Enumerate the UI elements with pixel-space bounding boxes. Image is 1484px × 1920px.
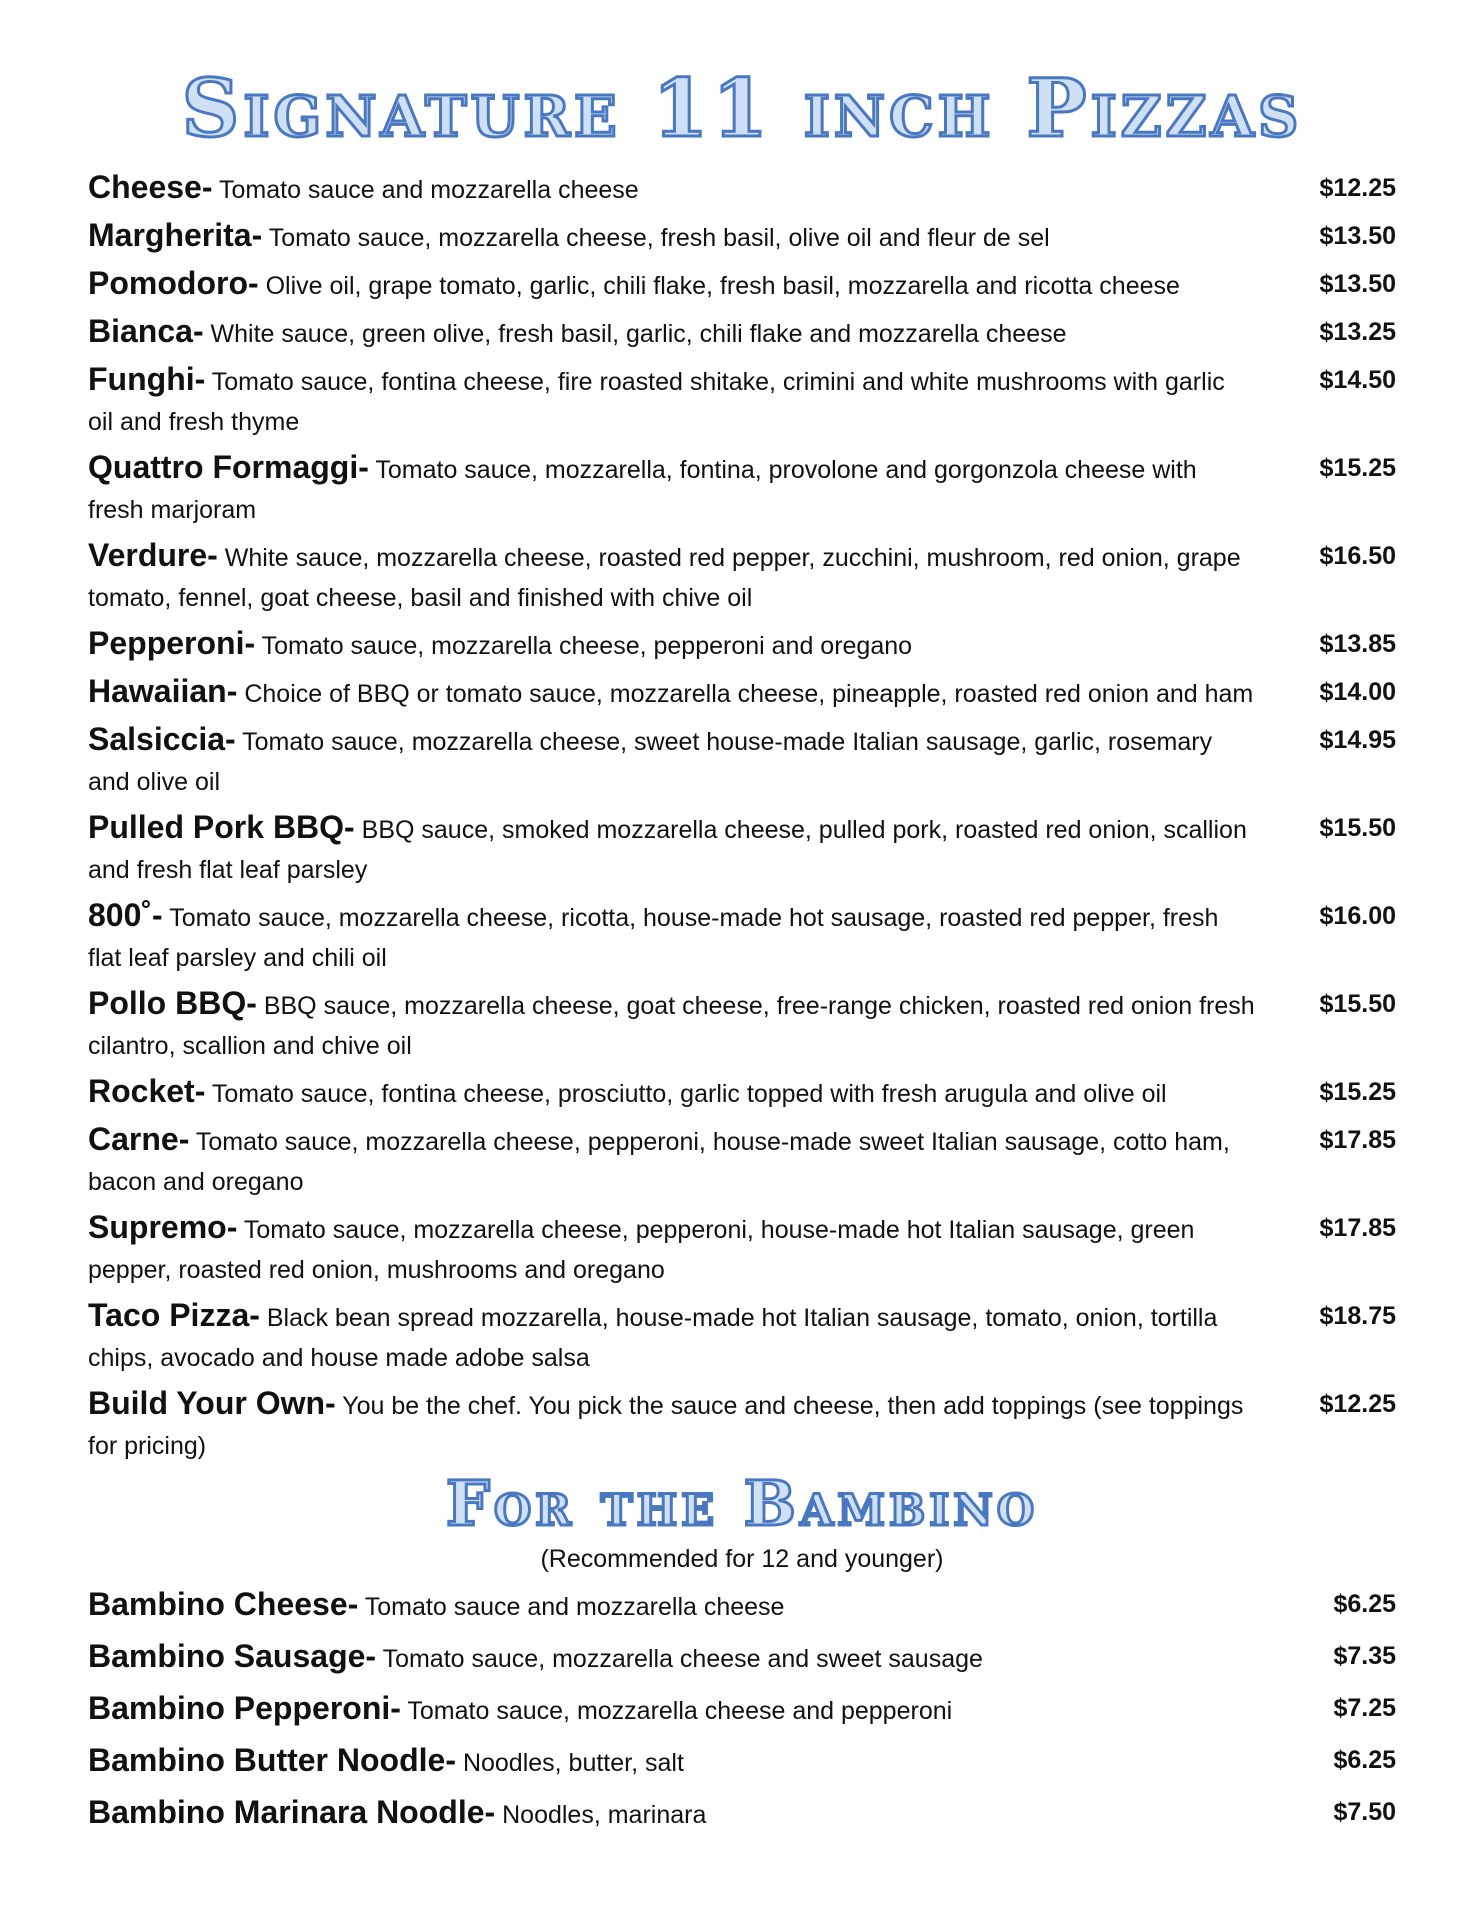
menu-item-bambino-sausage bbox=[88, 1635, 1396, 1680]
item-description: Tomato sauce, mozzarella cheese, sweet house-made Italian sausage, garlic, rosemary and olive oil bbox=[88, 728, 1213, 796]
item-name: Rocket- bbox=[88, 1073, 206, 1109]
menu-item-build-your-own bbox=[88, 1383, 1396, 1466]
item-name: Pulled Pork BBQ- bbox=[88, 809, 355, 845]
menu-item-margherita bbox=[88, 215, 1396, 258]
item-name: Supremo- bbox=[88, 1209, 238, 1245]
item-price: $15.50 bbox=[1319, 990, 1396, 1018]
item-description: Tomato sauce, mozzarella cheese, ricotta, house-made hot sausage, roasted red pepper, fresh flat leaf parsley and chili oil bbox=[88, 904, 1219, 972]
page-title: Signature 11 inch Pizzas bbox=[181, 61, 1303, 155]
menu-item-pulled-pork-bbq bbox=[88, 807, 1396, 890]
item-name: Bianca- bbox=[88, 313, 204, 349]
item-name: Bambino Marinara Noodle- bbox=[88, 1794, 496, 1830]
item-price: $17.85 bbox=[1319, 1214, 1396, 1242]
item-price: $15.25 bbox=[1319, 454, 1396, 482]
item-name: Cheese- bbox=[88, 169, 213, 205]
menu-item-bianca bbox=[88, 311, 1396, 354]
menu-item-supremo bbox=[88, 1207, 1396, 1290]
item-description: Tomato sauce, mozzarella cheese and sweet sausage bbox=[382, 1645, 983, 1673]
item-name: Bambino Sausage- bbox=[88, 1638, 377, 1674]
item-price: $15.25 bbox=[1319, 1078, 1396, 1106]
menu-item-funghi bbox=[88, 359, 1396, 442]
item-name: Bambino Pepperoni- bbox=[88, 1690, 401, 1726]
item-price: $13.50 bbox=[1319, 270, 1396, 298]
item-name: Pepperoni- bbox=[88, 625, 256, 661]
item-description: BBQ sauce, smoked mozzarella cheese, pulled pork, roasted red onion, scallion and fresh flat leaf parsley bbox=[88, 816, 1247, 884]
item-description: Tomato sauce and mozzarella cheese bbox=[219, 176, 639, 204]
item-name: Bambino Butter Noodle- bbox=[88, 1742, 456, 1778]
menu-item-800 bbox=[88, 895, 1396, 978]
item-description: Tomato sauce and mozzarella cheese bbox=[364, 1593, 785, 1621]
item-description: Tomato sauce, fontina cheese, prosciutto, garlic topped with fresh arugula and olive oil bbox=[211, 1080, 1167, 1108]
item-description: White sauce, green olive, fresh basil, garlic, chili flake and mozzarella cheese bbox=[210, 320, 1067, 348]
item-price: $7.35 bbox=[1333, 1642, 1396, 1670]
item-name: Pomodoro- bbox=[88, 265, 259, 301]
item-price: $14.00 bbox=[1319, 678, 1396, 706]
item-description: Tomato sauce, mozzarella cheese, fresh basil, olive oil and fleur de sel bbox=[268, 224, 1050, 252]
item-description: Tomato sauce, mozzarella cheese, pepperoni, house-made hot Italian sausage, green pepper, roasted red onion, mushrooms and oregano bbox=[88, 1216, 1195, 1284]
item-name: Build Your Own- bbox=[88, 1385, 336, 1421]
item-description: Olive oil, grape tomato, garlic, chili flake, fresh basil, mozzarella and ricotta cheese bbox=[265, 272, 1180, 300]
item-price: $7.50 bbox=[1333, 1798, 1396, 1826]
menu-item-verdure bbox=[88, 535, 1396, 618]
item-price: $17.85 bbox=[1319, 1126, 1396, 1154]
item-description: Tomato sauce, mozzarella, fontina, provolone and gorgonzola cheese with fresh marjoram bbox=[88, 456, 1197, 524]
menu-item-taco-pizza bbox=[88, 1295, 1396, 1378]
menu-item-pollo-bbq bbox=[88, 983, 1396, 1066]
item-name: Verdure- bbox=[88, 537, 218, 573]
menu-item-hawaiian bbox=[88, 671, 1396, 714]
item-name: Pollo BBQ- bbox=[88, 985, 257, 1021]
menu-item-bambino-pepperoni bbox=[88, 1687, 1396, 1732]
item-description: Tomato sauce, mozzarella cheese and pepperoni bbox=[407, 1697, 953, 1725]
item-description: Tomato sauce, fontina cheese, fire roasted shitake, crimini and white mushrooms with garlic oil and fresh thyme bbox=[88, 368, 1225, 436]
item-price: $6.25 bbox=[1333, 1590, 1396, 1618]
bambino-section-title: For the Bambino bbox=[445, 1467, 1039, 1540]
item-price: $18.75 bbox=[1319, 1302, 1396, 1330]
item-description: White sauce, mozzarella cheese, roasted red pepper, zucchini, mushroom, red onion, grape tomato, fennel, goat cheese, basil and finished with chive oil bbox=[88, 544, 1241, 612]
menu-item-carne bbox=[88, 1119, 1396, 1202]
item-name: Salsiccia- bbox=[88, 721, 236, 757]
item-price: $16.00 bbox=[1319, 902, 1396, 930]
item-description: Tomato sauce, mozzarella cheese, pepperoni and oregano bbox=[261, 632, 913, 660]
item-price: $15.50 bbox=[1319, 814, 1396, 842]
menu-item-pomodoro bbox=[88, 263, 1396, 306]
item-price: $14.95 bbox=[1319, 726, 1396, 754]
item-name: Quattro Formaggi- bbox=[88, 449, 369, 485]
item-description: Tomato sauce, mozzarella cheese, pepperoni, house-made sweet Italian sausage, cotto ham, bacon and oregano bbox=[88, 1128, 1230, 1196]
item-name: Funghi- bbox=[88, 361, 206, 397]
bambino-note: (Recommended for 12 and younger) bbox=[540, 1545, 944, 1573]
item-price: $16.50 bbox=[1319, 542, 1396, 570]
item-name: Hawaiian- bbox=[88, 673, 238, 709]
item-price: $13.25 bbox=[1319, 318, 1396, 346]
item-name: Carne- bbox=[88, 1121, 190, 1157]
signature-pizza-list bbox=[88, 167, 1396, 1471]
item-name: Taco Pizza- bbox=[88, 1297, 260, 1333]
item-description: Choice of BBQ or tomato sauce, mozzarella cheese, pineapple, roasted red onion and ham bbox=[244, 680, 1254, 708]
item-price: $12.25 bbox=[1319, 174, 1396, 202]
menu-item-pepperoni bbox=[88, 623, 1396, 666]
item-price: $13.50 bbox=[1319, 222, 1396, 250]
item-price: $6.25 bbox=[1333, 1746, 1396, 1774]
item-description: Noodles, marinara bbox=[502, 1801, 707, 1829]
item-price: $13.85 bbox=[1319, 630, 1396, 658]
item-name: Bambino Cheese- bbox=[88, 1586, 359, 1622]
menu-item-quattro-formaggi bbox=[88, 447, 1396, 530]
menu-item-salsiccia bbox=[88, 719, 1396, 802]
menu-item-rocket bbox=[88, 1071, 1396, 1114]
item-description: You be the chef. You pick the sauce and cheese, then add toppings (see toppings for pricing) bbox=[88, 1392, 1244, 1460]
item-description: Black bean spread mozzarella, house-made hot Italian sausage, tomato, onion, tortilla chips, avocado and house made adobe salsa bbox=[88, 1304, 1218, 1372]
menu-item-cheese bbox=[88, 167, 1396, 210]
item-price: $12.25 bbox=[1319, 1390, 1396, 1418]
item-description: BBQ sauce, mozzarella cheese, goat cheese, free-range chicken, roasted red onion fresh cilantro, scallion and chive oil bbox=[88, 992, 1255, 1060]
item-name: Margherita- bbox=[88, 217, 263, 253]
item-price: $7.25 bbox=[1333, 1694, 1396, 1722]
item-name: 800˚- bbox=[88, 897, 163, 933]
menu-item-bambino-marinara-noodle bbox=[88, 1791, 1396, 1836]
item-description: Noodles, butter, salt bbox=[462, 1749, 684, 1777]
menu-item-bambino-cheese bbox=[88, 1583, 1396, 1628]
item-price: $14.50 bbox=[1319, 366, 1396, 394]
bambino-pizza-list bbox=[88, 1583, 1396, 1843]
menu-item-bambino-butter-noodle bbox=[88, 1739, 1396, 1784]
